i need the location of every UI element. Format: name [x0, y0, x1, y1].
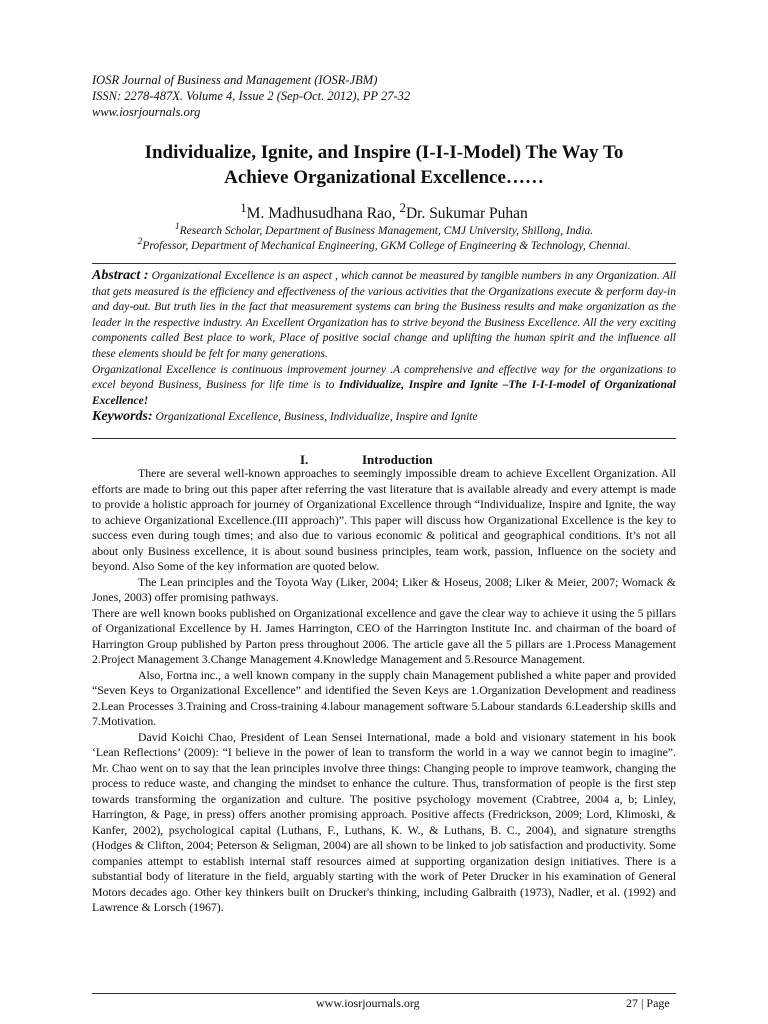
body-paragraph-4: Also, Fortna inc., a well known company in the supply chain Management published a white paper and provided “Seven Keys to Organizational Excellence” and identified the Seven Keys are 1.Organization Development and readiness 2.Lean Processes 3.Training and Cross-training 4.labour management software 5.Labour standards 6.Leadership skills and 7.Motivation.	[92, 667, 676, 728]
title-line-1: Individualize, Ignite, and Inspire (I-I-I-Model) The Way To	[144, 142, 624, 163]
paper-title	[80, 140, 688, 190]
journal-name: IOSR Journal of Business and Management (IOSR-JBM)	[92, 73, 378, 87]
abstract-paragraph-2	[92, 363, 676, 410]
body-text	[92, 466, 676, 916]
author-1-superscript: 1	[240, 200, 247, 215]
body-paragraph-1: There are several well-known approaches to seemingly impossible dream to achieve Excellent Organization. All efforts are made to bring out this paper after referring the vast literature that is available already and every attempt is made to provide a holistic approach for journey of Organizational Excellence through “Individualize, Inspire and Ignite, the way to achieve Organizational Excellence.(III approach)”. This paper will discuss how Organizational Excellence is the key to success even during tough times; and also due to various economic & political and geographical conditions. It’s not all about only Business excellence, it is about sound business principles, team work, passion, Influence on the society and beyond. Also Some of the key information are quoted below.	[92, 466, 676, 573]
title-line-2: Achieve Organizational Excellence……	[224, 167, 544, 188]
keywords-line	[92, 409, 676, 426]
abstract-label: Abstract :	[92, 268, 149, 283]
author-1-name: M. Madhusudhana Rao,	[246, 205, 400, 223]
body-paragraph-3: There are well known books published on Organizational excellence and gave the clear way to achieve it using the 5 pillars of Organizational Excellence by H. James Harrington, CEO of the Harrington Institute Inc. and chairman of the board of Harrington Group published by Parton press throughout 2006. The article gave all the 5 pillars are 1.Process Management 2.Project Management 3.Change Management 4.Knowledge Management and 5.Resource Management.	[92, 605, 676, 666]
abstract-text-1: Organizational Excellence is an aspect , which cannot be measured by tangible numbers in any Organization. All that gets measured is the efficiency and effectiveness of the various activities that the Organizations execute & perform day-in and day-out. But truth lies in the fact that measurement systems can bring the Business results and make organization as the leader in the respective industry. An Excellent Organization has to strive beyond the Business Excellence. All the very exciting components called Best place to work, Place of positive social change and uplifting the human spirit and the influence all these elements should be felt for many generations.	[92, 270, 676, 360]
body-paragraph-2: The Lean principles and the Toyota Way (Liker, 2004; Liker & Hoseus, 2008; Liker & Meier, 2007; Womack & Jones, 2003) offer promising pathways.	[92, 574, 676, 604]
affiliation-1-text: Research Scholar, Department of Business Management, CMJ University, Shillong, India.	[179, 224, 594, 237]
footer-website-link[interactable]: www.iosrjournals.org	[316, 996, 420, 1010]
body-paragraph-5: David Koichi Chao, President of Lean Sensei International, made a bold and visionary statement in his book ‘Lean Reflections’ (2009): “I believe in the power of lean to transform the world in a way we cannot begin to imagine”. Mr. Chao went on to say that the lean principles involve three things: Changing people to improve teamwork, changing the process to reduce waste, and changing the mindset to enhance the culture. Thus, transformation of people is the first step towards transforming the organization and culture. The positive psychology movement (Crabtree, 2004 a, b; Linley, Harrington, & Page, in press) offers another promising approach. Positive affects (Fredrickson, 2009; Lord, Klimoski, & Kanfer, 2002), psychological capital (Luthans, F., Luthans, K. W., & Luthans, B. C., 2004), and signature strengths (Hodges & Clifton, 2004; Peterson & Seligman, 2004) are all shown to be linked to job satisfaction and productivity. Some companies attempt to establish internal staff resources aimed at supporting organization design initiatives. There is a substantial body of literature in the field, arguably starting with the work of Peter Drucker in his examination of General Motors decades ago. Other key thinkers built on Drucker's thinking, including Galbraith (1973), Nadler, et al. (1992) and Lawrence & Lorsch (1967).	[92, 729, 676, 914]
abstract-bottom-rule	[92, 438, 676, 439]
author-2-superscript: 2	[399, 200, 406, 215]
affiliation-2-superscript: 2	[137, 236, 143, 247]
keywords-text: Organizational Excellence, Business, Individualize, Inspire and Ignite	[152, 411, 478, 424]
section-number: I.	[300, 452, 309, 467]
keywords-label: Keywords:	[92, 409, 153, 425]
abstract-text-2: Organizational Excellence is continuous improvement journey .A comprehensive and effective way for the organizations to excel beyond Business, Business for life time is to	[92, 363, 676, 392]
page-number: 27 | Page	[626, 996, 670, 1010]
affiliation-2	[80, 235, 688, 253]
section-title: Introduction	[362, 452, 433, 467]
abstract-model-highlight: Individualize, Inspire and Ignite –The I-I-I-model of Organizational Excellence!	[92, 379, 676, 407]
author-2-name: Dr. Sukumar Puhan	[405, 205, 528, 223]
affiliation-2-text: Professor, Department of Mechanical Engineering, GKM College of Engineering & Technology, Chennai.	[142, 239, 631, 252]
journal-website-link[interactable]: www.iosrjournals.org	[92, 105, 201, 119]
journal-header	[92, 72, 410, 120]
journal-issn: ISSN: 2278-487X. Volume 4, Issue 2 (Sep-Oct. 2012), PP 27-32	[92, 89, 411, 103]
abstract-paragraph-1	[92, 268, 676, 363]
abstract-top-rule	[92, 263, 676, 264]
abstract-block	[92, 268, 676, 426]
footer-rule	[92, 993, 676, 994]
affiliation-1-superscript: 1	[174, 221, 180, 232]
